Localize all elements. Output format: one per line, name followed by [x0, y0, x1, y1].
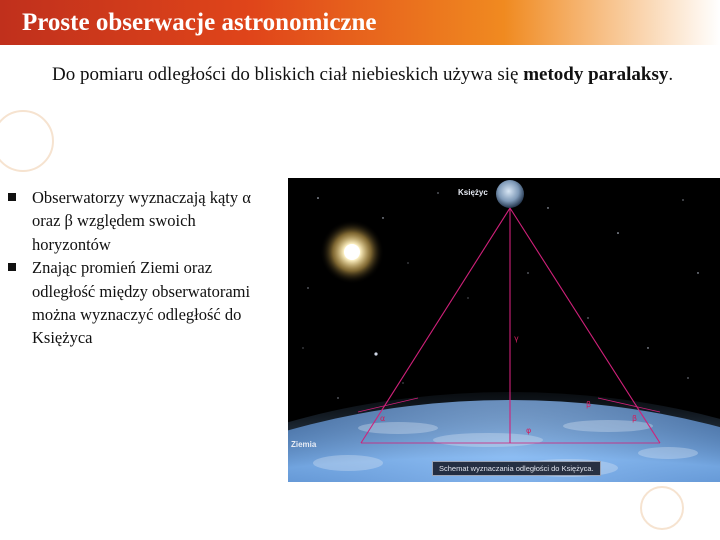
intro-paragraph — [52, 60, 688, 89]
bullet-icon — [8, 193, 16, 201]
diagram-canvas — [288, 178, 720, 482]
bullet-icon — [8, 263, 16, 271]
intro-period: . — [668, 64, 674, 85]
parallax-diagram — [288, 178, 720, 482]
diagram-caption: Schemat wyznaczania odległości do Księżyca. — [432, 461, 601, 476]
earth-label: Ziemia — [291, 440, 317, 449]
sun-core — [344, 244, 360, 260]
beta-label: β — [632, 414, 638, 423]
page-title: Proste obserwacje astronomiczne — [22, 9, 377, 36]
bullet-text: Obserwatorzy wyznaczają kąty α oraz β względem swoich horyzontów — [32, 188, 251, 254]
moon-icon — [496, 180, 524, 208]
bullet-text: Znając promień Ziemi oraz odległość między obserwatorami można wyznaczyć odległość do Księżyca — [32, 258, 251, 348]
beta-top-label: β — [586, 400, 592, 409]
moon-label: Księżyc — [458, 188, 488, 197]
list-item — [8, 256, 278, 350]
intro-text: Do pomiaru odległości do bliskich ciał niebieskich używa się — [52, 64, 524, 85]
gamma-label: γ — [514, 334, 519, 343]
bullet-list — [8, 186, 278, 350]
title-bar — [0, 0, 720, 45]
center-label: φ — [526, 426, 532, 435]
intro-bold-term: metody paralaksy — [523, 64, 669, 85]
list-item — [8, 186, 278, 256]
decorative-ring — [0, 110, 54, 172]
alpha-label: α — [380, 414, 386, 423]
decorative-ring — [640, 486, 684, 530]
